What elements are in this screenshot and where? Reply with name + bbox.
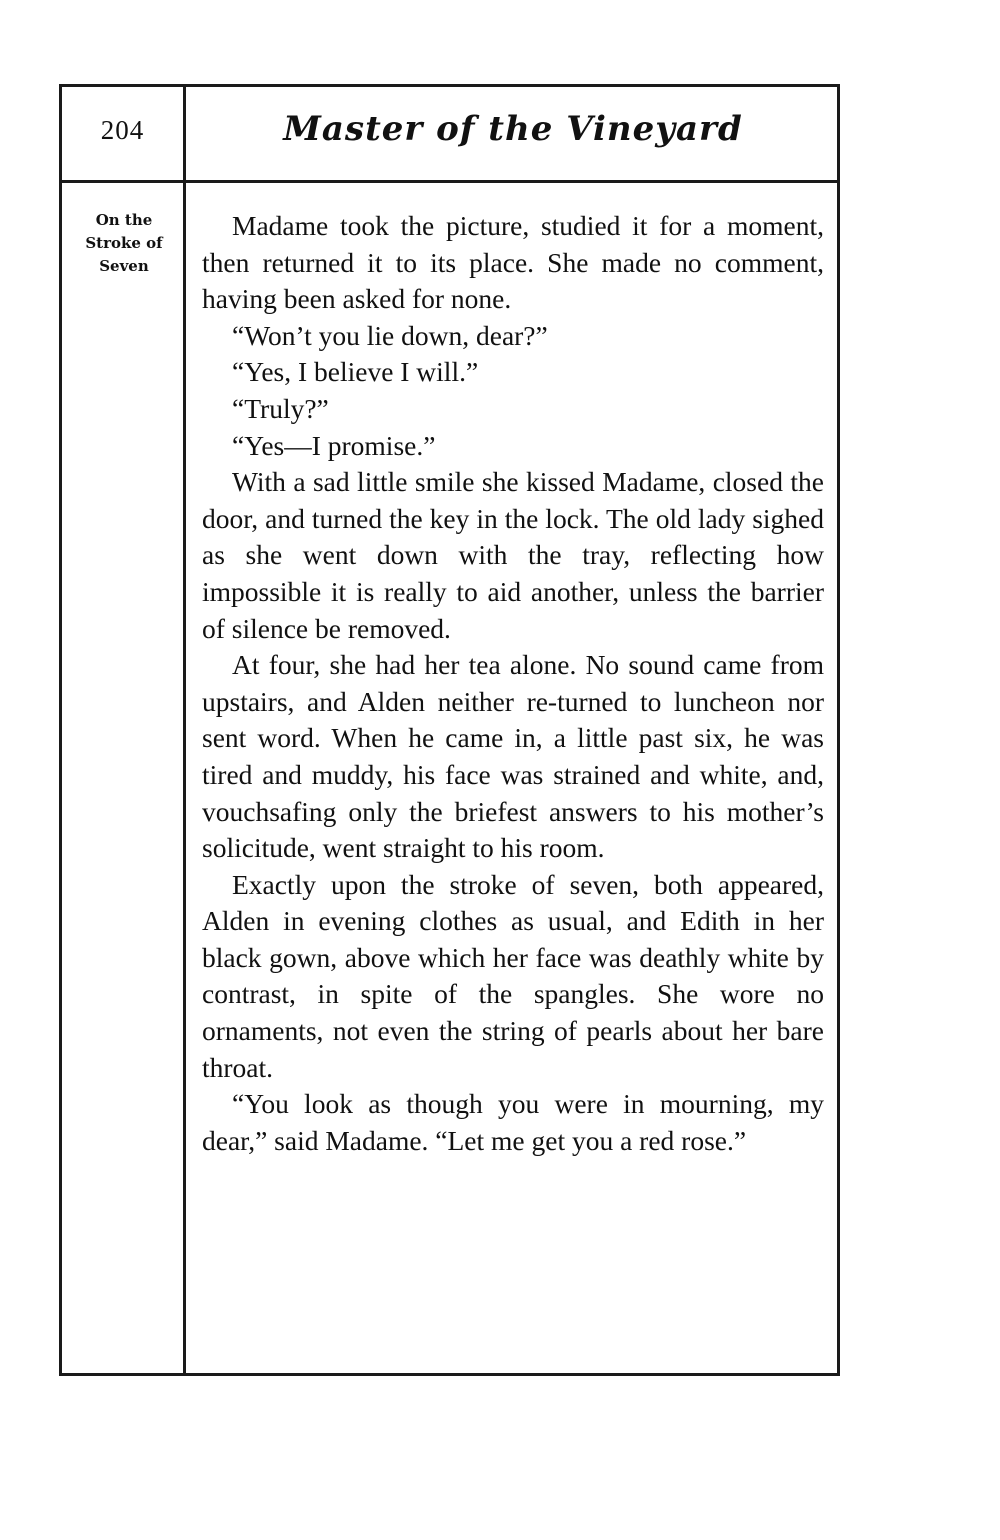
paragraph: Madame took the picture, studied it for a moment, then returned it to its place. She made no comment, having been asked for none. <box>202 210 824 315</box>
paragraph: “Yes, I believe I will.” <box>232 356 479 388</box>
paragraph: “Truly?” <box>232 392 329 424</box>
margin-divider <box>183 87 186 1373</box>
sidenote-line: On the <box>95 211 153 229</box>
paragraph: “You look as though you were in mourning, my dear,” said Madame. “Let me get you a red rose.” <box>202 1088 824 1156</box>
header-divider <box>62 180 837 183</box>
margin-sidenote <box>68 209 180 278</box>
paragraph: Exactly upon the stroke of seven, both appeared, Alden in evening clothes as usual, and Edith in her black gown, above which her face was deathly white by contrast, in spite of the spangles. She wore no ornaments, not even the string of pearls about her bare throat. <box>202 868 824 1083</box>
sidenote-line: Seven <box>99 257 149 275</box>
page-number: 204 <box>100 115 145 145</box>
sidenote-line: Stroke of <box>85 234 163 252</box>
running-title: Master of the Vineyard <box>283 109 743 149</box>
paragraph: “Yes—I promise.” <box>232 429 436 461</box>
paragraph: “Won’t you lie down, dear?” <box>232 319 548 351</box>
page-frame <box>59 84 840 1376</box>
paragraph: At four, she had her tea alone. No sound came from upstairs, and Alden neither re-turned to luncheon nor sent word. When he came in, a little past six, he was tired and muddy, his face was strained and white, and, vouchsafing only the briefest answers to his mother’s solicitude, went straight to his room. <box>202 649 824 864</box>
body-text <box>202 208 824 1159</box>
paragraph: With a sad little smile she kissed Madame, closed the door, and turned the key in the lock. The old lady sighed as she went down with the tray, reflecting how impossible it is really to aid another, unless the barrier of silence be removed. <box>202 466 824 644</box>
